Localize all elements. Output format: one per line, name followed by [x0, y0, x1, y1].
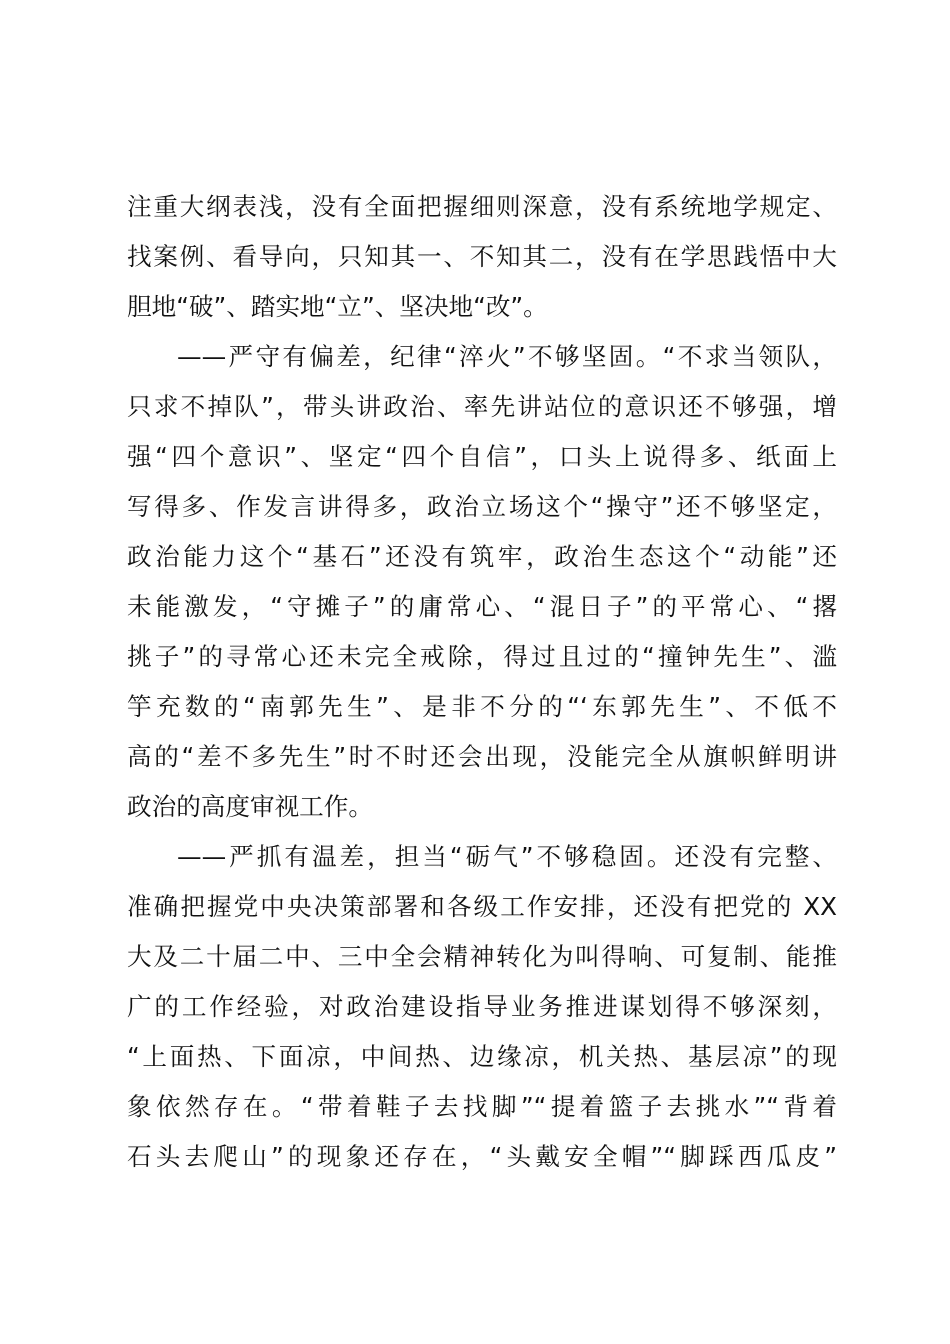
- text-line: 只求不掉队”，带头讲政治、率先讲站位的意识还不够强，增: [127, 392, 837, 421]
- text-line: 竽充数的“南郭先生”、是非不分的“‘东郭先生”、不低不: [127, 692, 837, 721]
- text-line: 写得多、作发言讲得多，政治立场这个“操守”还不够坚定，: [127, 492, 837, 521]
- text-line: 胆地“破”、踏实地“立”、坚决地“改”。: [127, 292, 548, 321]
- text-line: 政治能力这个“基石”还没有筑牢，政治生态这个“动能”还: [127, 542, 837, 571]
- text-line: 未能激发，“守摊子”的庸常心、“混日子”的平常心、“撂: [127, 592, 837, 621]
- text-line: 大及二十届二中、三中全会精神转化为叫得响、可复制、能推: [127, 942, 837, 971]
- text-line: 注重大纲表浅，没有全面把握细则深意，没有系统地学规定、: [127, 192, 837, 221]
- text-line: 政治的高度审视工作。: [127, 792, 373, 821]
- text-line: 准确把握党中央决策部署和各级工作安排，还没有把党的 XX: [127, 892, 837, 921]
- text-line: 广的工作经验，对政治建设指导业务推进谋划得不够深刻，: [127, 992, 837, 1021]
- text-line: 象依然存在。“带着鞋子去找脚”“提着篮子去挑水”“背着: [127, 1092, 837, 1121]
- text-line: 高的“差不多先生”时不时还会出现，没能完全从旗帜鲜明讲: [127, 742, 837, 771]
- paragraph-1: [127, 182, 837, 332]
- text-line: “上面热、下面凉，中间热、边缘凉，机关热、基层凉”的现: [127, 1042, 837, 1071]
- text-line: 石头去爬山”的现象还存在，“头戴安全帽”“脚踩西瓜皮”: [127, 1142, 837, 1171]
- text-line: 强“四个意识”、坚定“四个自信”，口头上说得多、纸面上: [127, 442, 837, 471]
- paragraph-3: [127, 832, 837, 1182]
- text-line: ——严抓有温差，担当“砺气”不够稳固。还没有完整、: [177, 842, 837, 871]
- paragraph-2: [127, 332, 837, 832]
- document-body: [127, 182, 837, 1182]
- text-line: 挑子”的寻常心还未完全戒除，得过且过的“撞钟先生”、滥: [127, 642, 837, 671]
- text-line: ——严守有偏差，纪律“淬火”不够坚固。“不求当领队，: [177, 342, 837, 371]
- text-line: 找案例、看导向，只知其一、不知其二，没有在学思践悟中大: [127, 242, 837, 271]
